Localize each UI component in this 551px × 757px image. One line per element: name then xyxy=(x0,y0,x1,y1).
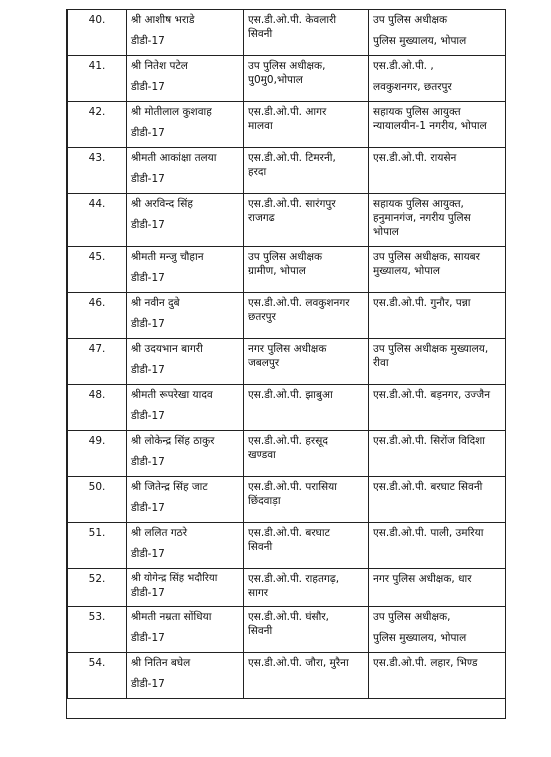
new-posting xyxy=(369,569,506,607)
serial-number: 53. xyxy=(68,607,127,653)
officer-name: श्री जितेन्द्र सिंह जाट xyxy=(131,481,208,493)
current-posting-line: एस.डी.ओ.पी. जौरा, मुरैना xyxy=(248,657,349,669)
officer-name: श्री मोतीलाल कुशवाह xyxy=(131,106,212,118)
current-posting-line: सागर xyxy=(248,587,269,599)
officer-batch: डीडी-17 xyxy=(131,587,165,599)
new-posting-line: उप पुलिस अधीक्षक, xyxy=(373,611,451,623)
officer-batch: डीडी-17 xyxy=(131,364,165,376)
current-posting xyxy=(244,10,369,56)
current-posting-line: एस.डी.ओ.पी. आगर xyxy=(248,106,327,118)
new-posting-line: मुख्यालय, भोपाल xyxy=(373,265,441,277)
table-row xyxy=(68,10,506,56)
serial-number: 46. xyxy=(68,293,127,339)
current-posting-line: ग्रामीण, भोपाल xyxy=(248,265,306,277)
new-posting-line: एस.डी.ओ.पी. सिरोंज विदिशा xyxy=(373,435,486,447)
current-posting xyxy=(244,148,369,194)
new-posting xyxy=(369,148,506,194)
current-posting-line: खण्डवा xyxy=(248,449,276,461)
current-posting xyxy=(244,569,369,607)
officer-name: श्रीमती नम्रता सोंधिया xyxy=(131,611,212,623)
table-row xyxy=(68,56,506,102)
new-posting-line: उप पुलिस अधीक्षक xyxy=(373,14,448,26)
new-posting-line: रीवा xyxy=(373,357,389,369)
new-posting-line: उप पुलिस अधीक्षक, सायबर xyxy=(373,251,480,263)
current-posting-line: एस.डी.ओ.पी. हरसूद xyxy=(248,435,328,447)
new-posting-line: एस.डी.ओ.पी. गुनौर, पन्ना xyxy=(373,297,471,309)
new-posting-line: एस.डी.ओ.पी. रायसेन xyxy=(373,152,457,164)
officer-name: श्री योगेन्द्र सिंह भदौरिया xyxy=(131,573,218,584)
table-row xyxy=(68,385,506,431)
officer-cell xyxy=(127,339,244,385)
serial-number: 40. xyxy=(68,10,127,56)
new-posting xyxy=(369,56,506,102)
current-posting-line: सिवनी xyxy=(248,541,273,553)
officer-batch: डीडी-17 xyxy=(131,173,165,185)
current-posting-line: एस.डी.ओ.पी. लवकुशनगर xyxy=(248,297,350,309)
new-posting-line: भोपाल xyxy=(373,226,399,238)
current-posting xyxy=(244,653,369,699)
new-posting-line: पुलिस मुख्यालय, भोपाल xyxy=(373,35,467,47)
officer-cell xyxy=(127,56,244,102)
new-posting-line: सहायक पुलिस आयुक्त, xyxy=(373,198,464,210)
officer-cell xyxy=(127,523,244,569)
officer-batch: डीडी-17 xyxy=(131,678,165,690)
current-posting xyxy=(244,431,369,477)
table-row xyxy=(68,477,506,523)
officer-batch: डीडी-17 xyxy=(131,35,165,47)
new-posting-line: एस.डी.ओ.पी. लहार, भिण्ड xyxy=(373,657,478,669)
current-posting xyxy=(244,339,369,385)
new-posting-line: लवकुशनगर, छतरपुर xyxy=(373,81,452,93)
officer-name: श्री नितिन बघेल xyxy=(131,657,191,669)
new-posting-line: एस.डी.ओ.पी. बड़नगर, उज्जैन xyxy=(373,389,491,401)
current-posting xyxy=(244,477,369,523)
officer-name: श्रीमती आकांक्षा तलया xyxy=(131,152,217,164)
officer-cell xyxy=(127,293,244,339)
current-posting-line: मालवा xyxy=(248,120,273,132)
current-posting xyxy=(244,194,369,247)
officer-name: श्रीमती मन्जु चौहान xyxy=(131,251,204,263)
officer-cell xyxy=(127,247,244,293)
officer-cell xyxy=(127,102,244,148)
current-posting-line: उप पुलिस अधीक्षक, xyxy=(248,60,326,72)
current-posting-line: एस.डी.ओ.पी. टिमरनी, xyxy=(248,152,336,164)
table-row xyxy=(68,523,506,569)
serial-number: 48. xyxy=(68,385,127,431)
officer-cell xyxy=(127,148,244,194)
new-posting-line: एस.डी.ओ.पी. , xyxy=(373,60,434,72)
current-posting-line: पु0मु0,भोपाल xyxy=(248,74,303,86)
table-row xyxy=(68,339,506,385)
officer-name: श्री लोकेन्द्र सिंह ठाकुर xyxy=(131,435,215,447)
officer-batch: डीडी-17 xyxy=(131,410,165,422)
new-posting-line: एस.डी.ओ.पी. बरघाट सिवनी xyxy=(373,481,483,493)
serial-number: 45. xyxy=(68,247,127,293)
new-posting xyxy=(369,431,506,477)
officer-name: श्री आशीष भराडे xyxy=(131,14,195,26)
officer-cell xyxy=(127,653,244,699)
new-posting xyxy=(369,247,506,293)
table xyxy=(67,9,506,699)
current-posting-line: नगर पुलिस अधीक्षक xyxy=(248,343,327,355)
officer-batch: डीडी-17 xyxy=(131,219,165,231)
current-posting-line: एस.डी.ओ.पी. राहतगढ़, xyxy=(248,573,340,585)
new-posting xyxy=(369,477,506,523)
table-row xyxy=(68,148,506,194)
officer-batch: डीडी-17 xyxy=(131,548,165,560)
new-posting-line: नगर पुलिस अधीक्षक, धार xyxy=(373,573,472,585)
new-posting-line: हनुमानगंज, नगरीय पुलिस xyxy=(373,212,471,224)
current-posting-line: एस.डी.ओ.पी. बरघाट xyxy=(248,527,330,539)
current-posting xyxy=(244,247,369,293)
current-posting-line: हरदा xyxy=(248,166,267,178)
current-posting xyxy=(244,523,369,569)
officer-batch: डीडी-17 xyxy=(131,272,165,284)
table-row xyxy=(68,293,506,339)
new-posting-line: एस.डी.ओ.पी. पाली, उमरिया xyxy=(373,527,484,539)
officer-cell xyxy=(127,431,244,477)
current-posting-line: सिवनी xyxy=(248,28,273,40)
officer-batch: डीडी-17 xyxy=(131,318,165,330)
table-row xyxy=(68,102,506,148)
new-posting xyxy=(369,194,506,247)
current-posting-line: छिंदवाड़ा xyxy=(248,495,281,507)
serial-number: 54. xyxy=(68,653,127,699)
serial-number: 50. xyxy=(68,477,127,523)
new-posting xyxy=(369,653,506,699)
officer-cell xyxy=(127,569,244,607)
officer-name: श्री ललित गठरे xyxy=(131,527,188,539)
serial-number: 43. xyxy=(68,148,127,194)
table-row xyxy=(68,569,506,607)
current-posting-line: राजगढ xyxy=(248,212,275,224)
officer-cell xyxy=(127,10,244,56)
serial-number: 52. xyxy=(68,569,127,607)
officer-batch: डीडी-17 xyxy=(131,456,165,468)
table-row xyxy=(68,194,506,247)
officer-name: श्री उदयभान बागरी xyxy=(131,343,203,355)
serial-number: 44. xyxy=(68,194,127,247)
current-posting-line: उप पुलिस अधीक्षक xyxy=(248,251,323,263)
serial-number: 47. xyxy=(68,339,127,385)
current-posting-line: एस.डी.ओ.पी. घंसौर, xyxy=(248,611,330,623)
current-posting-line: जबलपुर xyxy=(248,357,280,369)
officer-batch: डीडी-17 xyxy=(131,502,165,514)
current-posting xyxy=(244,293,369,339)
table-row xyxy=(68,431,506,477)
officer-cell xyxy=(127,607,244,653)
new-posting xyxy=(369,102,506,148)
officer-name: श्री अरविन्द सिंह xyxy=(131,198,193,210)
officer-batch: डीडी-17 xyxy=(131,632,165,644)
officer-cell xyxy=(127,477,244,523)
officer-cell xyxy=(127,385,244,431)
current-posting-line: छतरपुर xyxy=(248,311,276,323)
new-posting xyxy=(369,339,506,385)
serial-number: 41. xyxy=(68,56,127,102)
officer-batch: डीडी-17 xyxy=(131,81,165,93)
current-posting xyxy=(244,102,369,148)
table-body xyxy=(68,10,506,699)
current-posting-line: एस.डी.ओ.पी. परासिया xyxy=(248,481,337,493)
transfer-list-table xyxy=(66,9,506,719)
new-posting-line: उप पुलिस अधीक्षक मुख्यालय, xyxy=(373,343,489,355)
new-posting-line: न्यायालयीन-1 नगरीय, भोपाल xyxy=(373,120,487,132)
current-posting xyxy=(244,385,369,431)
table-row xyxy=(68,607,506,653)
current-posting-line: एस.डी.ओ.पी. झाबुआ xyxy=(248,389,333,401)
new-posting xyxy=(369,607,506,653)
serial-number: 51. xyxy=(68,523,127,569)
officer-name: श्री नवीन दुबे xyxy=(131,297,180,309)
current-posting xyxy=(244,607,369,653)
current-posting-line: सिवनी xyxy=(248,625,273,637)
officer-cell xyxy=(127,194,244,247)
officer-batch: डीडी-17 xyxy=(131,127,165,139)
new-posting xyxy=(369,523,506,569)
table-row xyxy=(68,653,506,699)
new-posting-line: पुलिस मुख्यालय, भोपाल xyxy=(373,632,467,644)
new-posting-line: सहायक पुलिस आयुक्त xyxy=(373,106,461,118)
serial-number: 49. xyxy=(68,431,127,477)
officer-name: श्री नितेश पटेल xyxy=(131,60,188,72)
serial-number: 42. xyxy=(68,102,127,148)
current-posting-line: एस.डी.ओ.पी. सारंगपुर xyxy=(248,198,336,210)
current-posting xyxy=(244,56,369,102)
new-posting xyxy=(369,385,506,431)
new-posting xyxy=(369,293,506,339)
new-posting xyxy=(369,10,506,56)
table-row xyxy=(68,247,506,293)
current-posting-line: एस.डी.ओ.पी. केवलारी xyxy=(248,14,337,26)
officer-name: श्रीमती रूपरेखा यादव xyxy=(131,389,213,401)
